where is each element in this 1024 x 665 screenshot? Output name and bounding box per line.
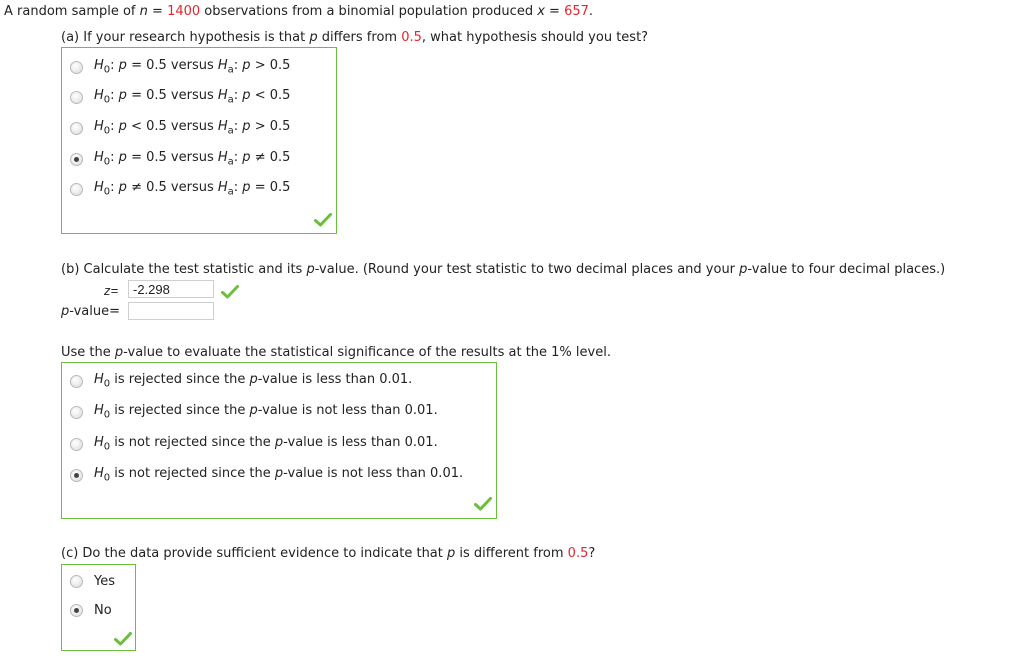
part-a-answer-box [61,47,337,234]
radio-button[interactable] [70,575,83,588]
significance-option-4[interactable] [70,466,463,484]
option-label: $H_0$: p < 0.5 versus $H_a$: p > 0.5 [94,119,291,137]
part-a-option-5[interactable] [70,180,290,198]
problem-statement: A random sample of n = 1400 observations from a binomial population produced x = 657. [4,4,594,19]
radio-button-selected[interactable] [70,153,83,166]
checkmark-icon [221,285,239,299]
radio-button[interactable] [70,438,83,451]
significance-prompt: Use the p-value to evaluate the statistical significance of the results at the 1% level. [61,345,611,360]
option-label: $H_0$: p = 0.5 versus $H_a$: p < 0.5 [94,88,291,106]
pvalue-label: p-value= [61,304,121,319]
option-label: $H_0$: p ≠ 0.5 versus $H_a$: p = 0.5 [94,180,291,198]
radio-button[interactable] [70,375,83,388]
option-label: $H_0$ is rejected since the p-value is not less than 0.01. [94,403,438,421]
option-label: $H_0$ is rejected since the p-value is less than 0.01. [94,372,413,390]
z-statistic-input[interactable]: -2.298 [128,280,214,298]
z-label: z= [104,283,119,298]
significance-option-3[interactable] [70,435,438,453]
part-a-option-3[interactable] [70,119,290,137]
radio-button-selected[interactable] [70,469,83,482]
radio-button[interactable] [70,61,83,74]
checkmark-icon [114,632,132,646]
part-a-option-2[interactable] [70,88,290,106]
significance-answer-box [61,362,497,519]
radio-button[interactable] [70,91,83,104]
part-c-option-yes[interactable] [70,572,115,590]
part-c-prompt: (c) Do the data provide sufficient evidence to indicate that p is different from 0.5? [61,546,596,561]
option-label: No [94,602,112,618]
part-b-prompt: (b) Calculate the test statistic and its p-value. (Round your test statistic to two decimal places and your p-value to four decimal places.) [61,262,946,277]
part-c-answer-box [61,564,136,651]
part-c-option-no[interactable] [70,601,112,619]
significance-option-1[interactable] [70,372,412,390]
option-label: Yes [94,573,115,589]
option-label: $H_0$ is not rejected since the p-value is not less than 0.01. [94,466,464,484]
option-label: $H_0$: p = 0.5 versus $H_a$: p ≠ 0.5 [94,150,291,168]
part-a-option-4[interactable] [70,150,290,168]
pvalue-input[interactable] [128,302,214,320]
part-a-option-1[interactable] [70,58,290,76]
x-value: 657 [564,4,589,19]
radio-button-selected[interactable] [70,604,83,617]
checkmark-icon [474,497,492,511]
significance-option-2[interactable] [70,403,438,421]
part-a-prompt: (a) If your research hypothesis is that p differs from 0.5, what hypothesis should you test? [61,30,649,45]
checkmark-icon [314,213,332,227]
n-value: 1400 [167,4,201,19]
radio-button[interactable] [70,406,83,419]
option-label: $H_0$: p = 0.5 versus $H_a$: p > 0.5 [94,58,291,76]
option-label: $H_0$ is not rejected since the p-value is less than 0.01. [94,435,438,453]
radio-button[interactable] [70,183,83,196]
radio-button[interactable] [70,122,83,135]
